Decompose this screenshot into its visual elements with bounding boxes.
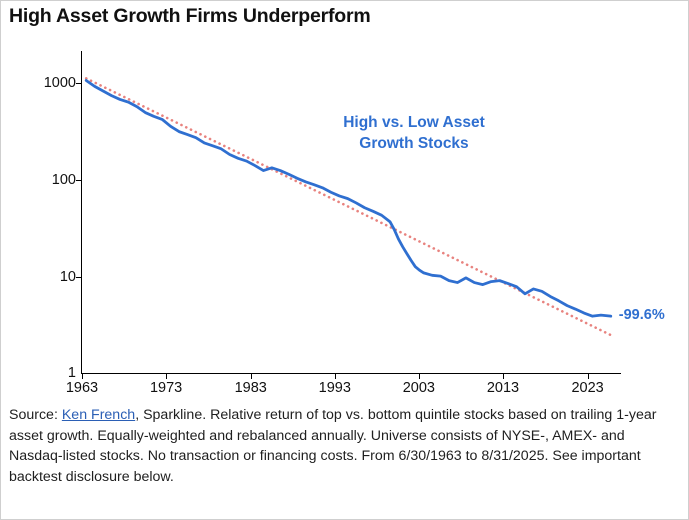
y-tick-label: 10 [59, 269, 76, 286]
x-tick-label: 1963 [65, 380, 99, 396]
x-tick-label: 1993 [318, 380, 351, 396]
x-tick-label: 2013 [486, 380, 520, 396]
x-tick-label: 1983 [234, 380, 267, 396]
series-annotation [314, 113, 514, 155]
x-tick-label: 2003 [402, 380, 436, 396]
ken-french-link[interactable]: Ken French [61, 407, 136, 423]
plot-area [43, 51, 665, 396]
end-value-label: -99.6% [618, 307, 665, 324]
page-title: High Asset Growth Firms Underperform [9, 5, 371, 27]
y-tick-label: 1 [67, 365, 76, 381]
series-annotation-line2: Growth Stocks [359, 134, 469, 152]
x-tick-label: 1973 [149, 380, 183, 396]
chart-area [9, 37, 681, 396]
source-rest: , Sparkline. Relative return of top vs. bottom quintile stocks based on trailing 1-year asset growth. Equally-weighted and rebalanced annually. Universe consists of NYSE-, AMEX- and Nasdaq-listed stocks. No transaction or financing costs. From 6/30/1963 to 8/31/2025. See important backtest disclosure below. [9, 407, 657, 485]
series-annotation-line1: High vs. Low Asset [343, 114, 485, 131]
series-canvas [82, 51, 622, 374]
source-note [9, 405, 681, 487]
source-prefix: Source: [9, 407, 62, 423]
x-tick-label: 2023 [571, 380, 604, 396]
y-tick-label: 100 [51, 172, 76, 189]
y-tick-label: 1000 [43, 74, 76, 91]
